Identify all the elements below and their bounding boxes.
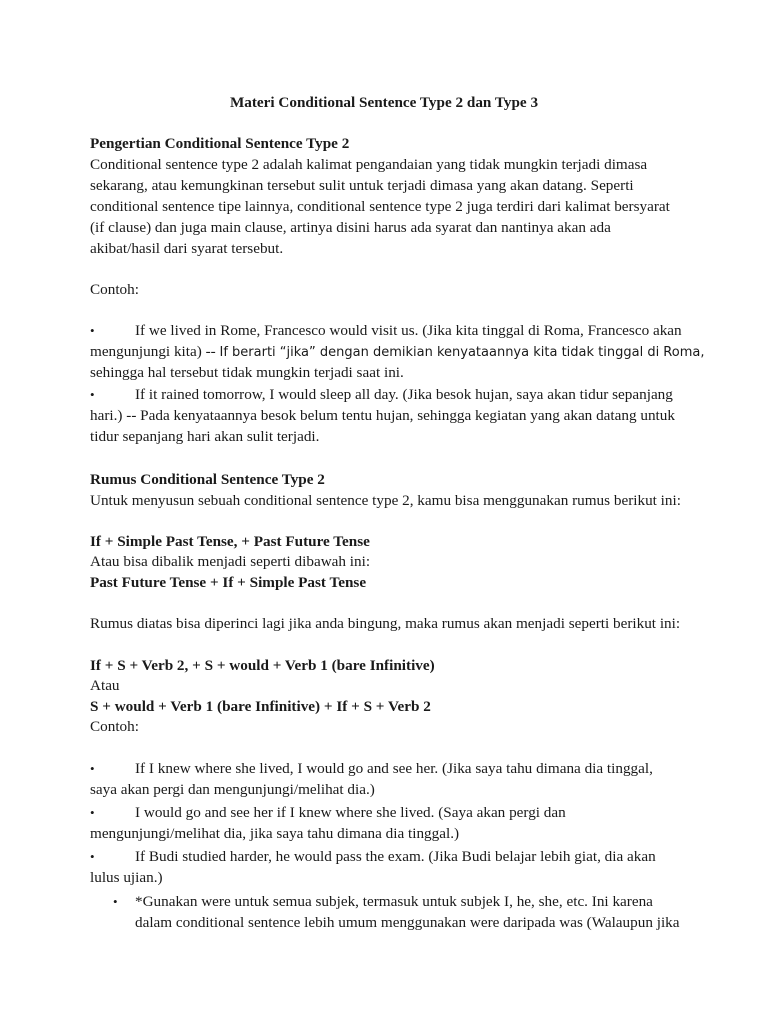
formula: If + S + Verb 2, + S + would + Verb 1 (bare Infinitive) (90, 657, 435, 674)
formula: Past Future Tense + If + Simple Past Tense (90, 574, 367, 591)
example-line: If it rained tomorrow, I would sleep all day. (Jika besok hujan, saya akan tidur sepanjang (135, 386, 673, 403)
section1-para-line: conditional sentence tipe lainnya, conditional sentence type 2 juga terdiri dari kalimat bersyarat (90, 198, 670, 215)
bullet: • (90, 805, 95, 820)
section1-para-line: sekarang, atau kemungkinan tersebut sulit untuk terjadi dimasa yang akan datang. Seperti (90, 177, 634, 194)
example-line: tidur sepanjang hari akan sulit terjadi. (90, 428, 320, 445)
bullet: • (90, 387, 95, 402)
section2-intro: Untuk menyusun sebuah conditional sentence type 2, kamu bisa menggunakan rumus berikut ini: (90, 492, 681, 509)
contoh-label: Contoh: (90, 718, 139, 735)
formula: If + Simple Past Tense, + Past Future Tense (90, 533, 370, 550)
contoh-label: Contoh: (90, 281, 139, 298)
section2-heading: Rumus Conditional Sentence Type 2 (90, 471, 325, 488)
example-line: sehingga hal tersebut tidak mungkin terjadi saat ini. (90, 364, 404, 381)
formula-note: Atau bisa dibalik menjadi seperti dibawah ini: (90, 553, 371, 570)
example-explanation: If berarti “jika” dengan demikian kenyataannya kita tidak tinggal di Roma, (219, 345, 705, 360)
rumus-text: Rumus diatas bisa diperinci lagi jika anda bingung, maka rumus akan menjadi seperti berikut ini: (90, 615, 681, 632)
example-line (90, 341, 704, 363)
bullet: • (113, 894, 118, 909)
section1-para-line: (if clause) dan juga main clause, artinya disini harus ada syarat dan nantinya akan ada (90, 219, 611, 236)
example-text: mengunjungi kita) -- (90, 343, 220, 360)
example-line: lulus ujian.) (90, 869, 163, 886)
example-line: saya akan pergi dan mengunjungi/melihat dia.) (90, 781, 375, 798)
section1-para-line: akibat/hasil dari syarat tersebut. (90, 240, 284, 257)
atau-label: Atau (90, 677, 120, 694)
example-line: If Budi studied harder, he would pass the exam. (Jika Budi belajar lebih giat, dia akan (135, 848, 656, 865)
formula: S + would + Verb 1 (bare Infinitive) + If + S + Verb 2 (90, 698, 431, 715)
bullet: • (90, 323, 95, 338)
section1-para-line: Conditional sentence type 2 adalah kalimat pengandaian yang tidak mungkin terjadi dimasa (90, 156, 648, 173)
bullet: • (90, 761, 95, 776)
section1-heading: Pengertian Conditional Sentence Type 2 (90, 135, 350, 152)
document-title: Materi Conditional Sentence Type 2 dan Type 3 (229, 94, 539, 111)
example-line: If I knew where she lived, I would go and see her. (Jika saya tahu dimana dia tinggal, (135, 760, 653, 777)
example-line: mengunjungi/melihat dia, jika saya tahu dimana dia tinggal.) (90, 825, 460, 842)
example-line: I would go and see her if I knew where she lived. (Saya akan pergi dan (135, 804, 566, 821)
note-line: dalam conditional sentence lebih umum menggunakan were daripada was (Walaupun jika (135, 914, 680, 931)
example-line: If we lived in Rome, Francesco would visit us. (Jika kita tinggal di Roma, Francesco akan (135, 322, 682, 339)
note-line: *Gunakan were untuk semua subjek, termasuk untuk subjek I, he, she, etc. Ini karena (135, 893, 653, 910)
bullet: • (90, 849, 95, 864)
example-line: hari.) -- Pada kenyataannya besok belum tentu hujan, sehingga kegiatan yang akan datang untuk (90, 407, 675, 424)
